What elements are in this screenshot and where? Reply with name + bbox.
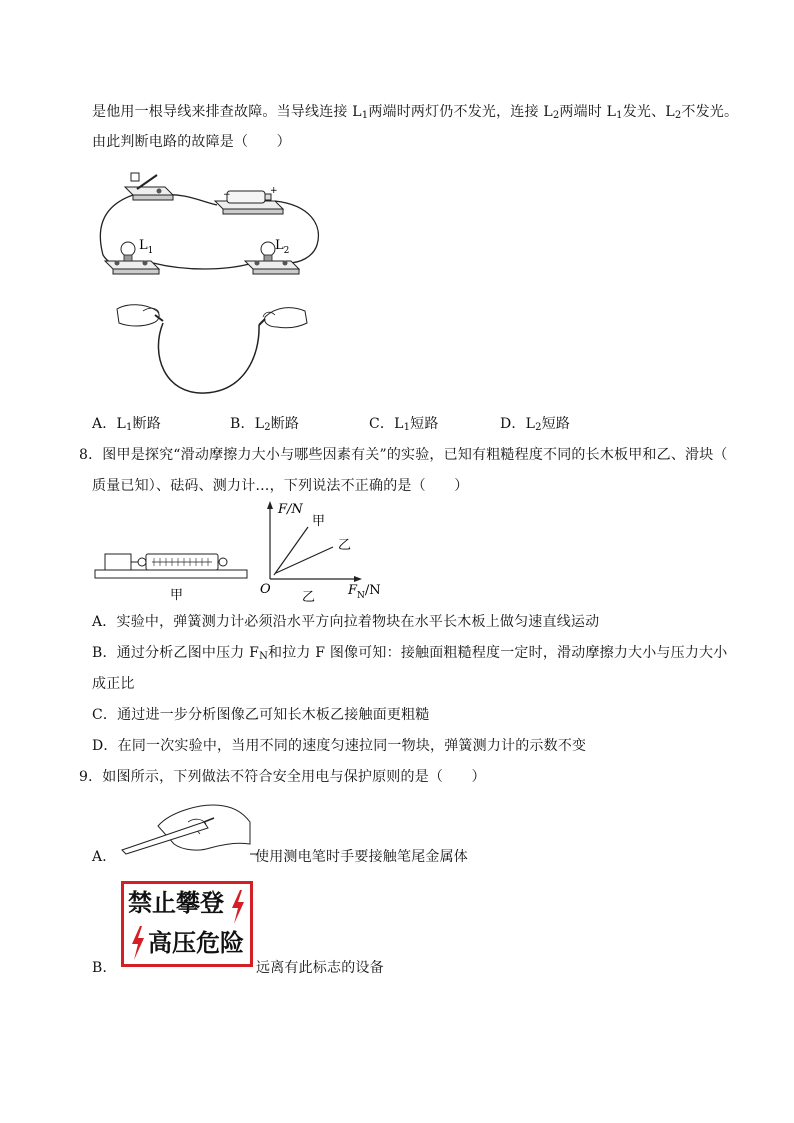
force-graph xyxy=(258,497,393,605)
q9-option-a-caption: 使用测电笔时手要接触笔尾金属体 xyxy=(255,849,468,865)
x-axis-label: F xyxy=(348,583,358,598)
q9-option-b-caption: 远离有此标志的设备 xyxy=(256,960,384,976)
line-jia xyxy=(274,527,308,575)
bulb-l2-label: L xyxy=(275,238,284,253)
q7-stem-line2: 由此判断电路的故障是（ ） xyxy=(92,134,291,150)
subscript: 1 xyxy=(403,422,411,433)
q7-stem-text-a: 是他用一根导线来排查故障。当导线连接 L xyxy=(92,104,362,120)
q7-option-d xyxy=(500,415,570,437)
lightning-bolt-icon xyxy=(130,926,146,960)
subscript: 2 xyxy=(674,110,682,121)
q9-option-b-label: B． xyxy=(92,960,117,976)
q7-option-c xyxy=(369,415,439,437)
option-text: 短路 xyxy=(541,416,571,432)
q7-stem-text-e: 不发光。 xyxy=(681,104,739,120)
spring-scale xyxy=(138,554,227,570)
subscript: 1 xyxy=(126,422,133,433)
option-prefix: D．L xyxy=(500,416,536,432)
lightning-bolt-icon xyxy=(230,890,246,924)
option-text: 短路 xyxy=(410,416,439,432)
subscript: 1 xyxy=(361,110,369,121)
q7-option-a xyxy=(92,415,161,437)
battery xyxy=(215,186,283,214)
sign-text-line2: 高压危险 xyxy=(148,929,244,957)
q8-option-a: A．实验中，弹簧测力计必须沿水平方向拉着物块在水平长木板上做匀速直线运动 xyxy=(92,614,600,630)
battery-minus-label: − xyxy=(223,190,231,200)
x-axis-unit: /N xyxy=(364,583,381,598)
bulb-l1-label: L xyxy=(139,238,148,253)
q8-option-d: D．在同一次实验中，当用不同的速度匀速拉同一物块，弹簧测力计的示数不变 xyxy=(92,738,587,754)
test-wire xyxy=(158,323,259,393)
q7-stem-text-d: 发光、L xyxy=(622,104,675,120)
q7-stem-text-b: 两端时两灯仍不发光，连接 L xyxy=(368,104,553,120)
option-text: B．通过分析乙图中压力 F xyxy=(92,645,260,661)
warning-sign xyxy=(121,881,253,967)
x-axis-sub: N xyxy=(357,591,365,601)
test-pen-hand-figure xyxy=(118,800,258,862)
figure-caption-yi: 乙 xyxy=(302,590,316,605)
right-hand xyxy=(259,308,307,328)
subscript: 2 xyxy=(264,422,271,433)
option-prefix: B．L xyxy=(230,416,265,432)
q8-stem-line1: 8．图甲是探究“滑动摩擦力大小与哪些因素有关”的实验，已知有粗糙程度不同的长木板甲和乙、滑块（ xyxy=(79,447,728,463)
line-jia-label: 甲 xyxy=(312,514,326,529)
battery-plus-label: + xyxy=(270,186,278,196)
y-axis-label: F/N xyxy=(278,502,303,517)
long-board xyxy=(95,570,247,578)
q7-stem-line1 xyxy=(92,103,738,125)
q8-option-b-line2: 成正比 xyxy=(92,676,135,692)
circuit-diagram xyxy=(95,165,330,405)
bulb-l2 xyxy=(245,238,299,274)
figure-caption-jia: 甲 xyxy=(170,588,184,602)
slider-block xyxy=(105,554,131,570)
friction-apparatus xyxy=(92,540,252,602)
svg-text:L2 xyxy=(275,238,289,256)
bulb-l2-sub: 2 xyxy=(283,246,290,256)
q9-stem: 9．如图所示，下列做法不符合安全用电与保护原则的是（ ） xyxy=(79,769,486,785)
q8-stem-line2: 质量已知）、砝码、测力计…，下列说法不正确的是（ ） xyxy=(92,478,469,494)
subscript: 2 xyxy=(535,422,542,433)
sign-text-line1: 禁止攀登 xyxy=(128,889,224,917)
wire xyxy=(153,263,253,269)
bulb-l1-sub: 1 xyxy=(147,246,154,256)
origin-label: O xyxy=(260,582,271,597)
svg-text:FN/N xyxy=(347,583,381,601)
q9-option-a-label: A． xyxy=(92,849,117,865)
q7-option-b xyxy=(230,415,299,437)
option-prefix: C．L xyxy=(369,416,404,432)
option-text: 断路 xyxy=(270,416,300,432)
subscript: 2 xyxy=(552,110,560,121)
option-prefix: A．L xyxy=(92,416,127,432)
subscript: N xyxy=(259,651,269,662)
q8-option-b-line1 xyxy=(92,644,727,666)
option-text: 和拉力 F 图像可知：接触面粗糙程度一定时，滑动摩擦力大小与压力大小 xyxy=(268,645,728,661)
subscript: 1 xyxy=(616,110,623,121)
q7-stem-text-c: 两端时 L xyxy=(559,104,617,120)
line-yi-label: 乙 xyxy=(338,538,352,553)
option-text: 断路 xyxy=(132,416,161,432)
bulb-l1 xyxy=(105,238,159,274)
q8-option-c: C．通过进一步分析图像乙可知长木板乙接触面更粗糙 xyxy=(92,707,430,723)
svg-text:L1 xyxy=(139,238,153,256)
left-hand xyxy=(117,305,163,326)
